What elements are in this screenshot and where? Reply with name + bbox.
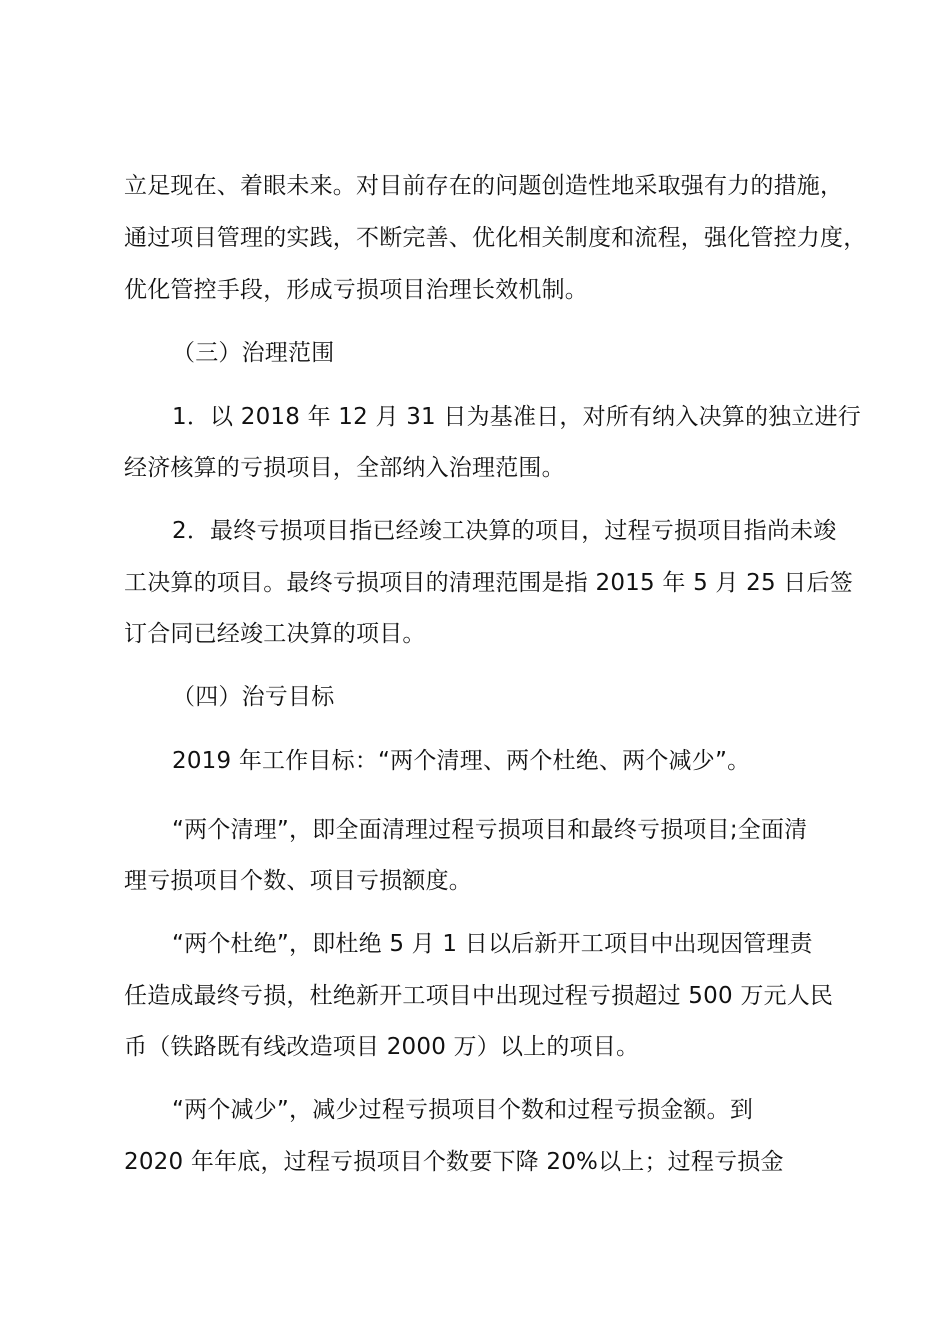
section-heading-goals: （四）治亏目标 [172, 684, 335, 710]
goal-summary-line: 2019 年工作目标：“两个清理、两个杜绝、两个减少”。 [172, 748, 751, 774]
item-2-line-2: 工决算的项目。最终亏损项目的清理范围是指 2015 年 5 月 25 日后签 [124, 570, 853, 596]
two-reductions-line-2: 2020 年年底，过程亏损项目个数要下降 20%以上；过程亏损金 [124, 1149, 784, 1175]
two-eliminations-line-2: 任造成最终亏损，杜绝新开工项目中出现过程亏损超过 500 万元人民 [124, 983, 834, 1009]
two-reductions-line-1: “两个减少”，减少过程亏损项目个数和过程亏损金额。到 [172, 1097, 754, 1123]
paragraph-1-line-3: 优化管控手段，形成亏损项目治理长效机制。 [124, 277, 588, 303]
paragraph-1-line-2: 通过项目管理的实践，不断完善、优化相关制度和流程，强化管控力度， [124, 225, 867, 251]
two-eliminations-line-3: 币（铁路既有线改造项目 2000 万）以上的项目。 [124, 1034, 640, 1060]
item-2-line-3: 订合同已经竣工决算的项目。 [124, 621, 426, 647]
paragraph-1-line-1: 立足现在、着眼未来。对目前存在的问题创造性地采取强有力的措施， [124, 173, 844, 199]
section-heading-scope: （三）治理范围 [172, 340, 335, 366]
two-cleanups-line-1: “两个清理”，即全面清理过程亏损项目和最终亏损项目;全面清 [172, 817, 808, 843]
item-1-line-1: 1．以 2018 年 12 月 31 日为基准日，对所有纳入决算的独立进行 [172, 404, 861, 430]
item-2-line-1: 2．最终亏损项目指已经竣工决算的项目，过程亏损项目指尚未竣 [172, 518, 837, 544]
item-1-line-2: 经济核算的亏损项目，全部纳入治理范围。 [124, 455, 565, 481]
two-cleanups-line-2: 理亏损项目个数、项目亏损额度。 [124, 868, 472, 894]
two-eliminations-line-1: “两个杜绝”，即杜绝 5 月 1 日以后新开工项目中出现因管理责 [172, 931, 813, 957]
